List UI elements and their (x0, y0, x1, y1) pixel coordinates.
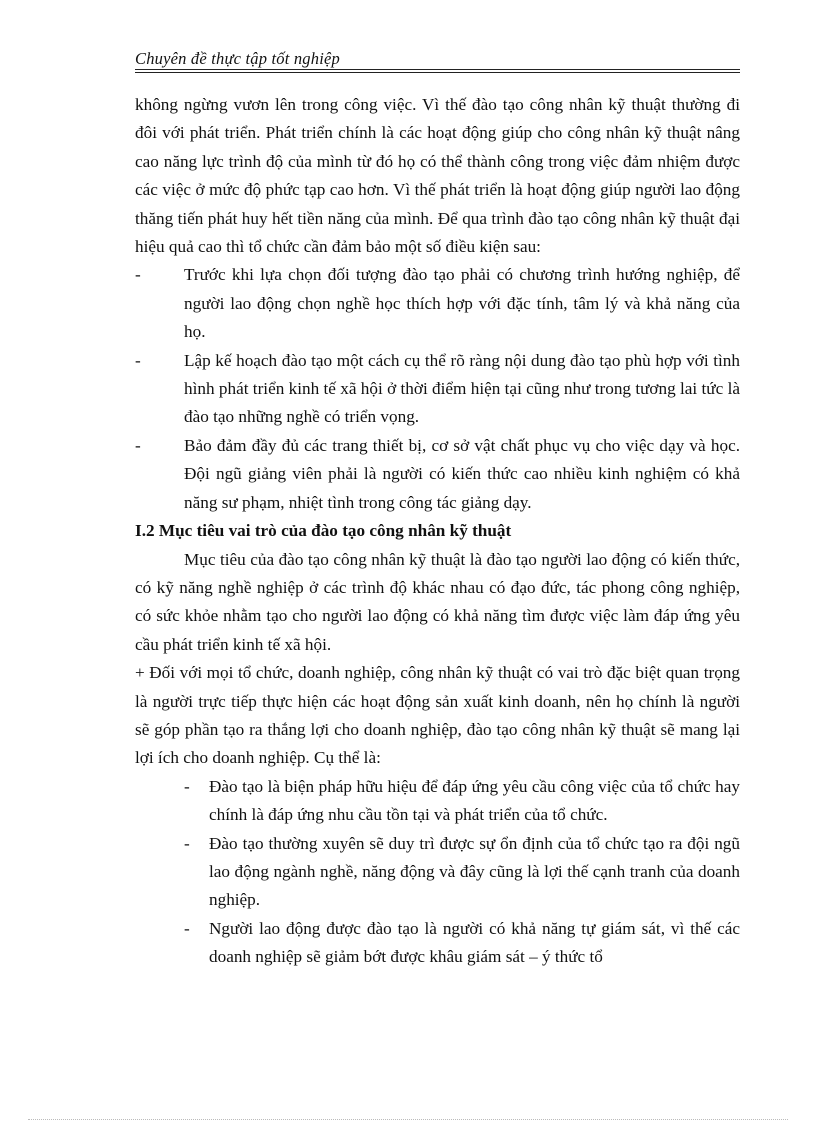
benefit-text: Người lao động được đào tạo là người có khả năng tự giám sát, vì thế các doanh nghiệp sẽ giảm bớt được khâu giám sát – ý thức tổ (209, 918, 740, 967)
intro-paragraph: không ngừng vươn lên trong công việc. Vì thế đào tạo công nhân kỹ thuật thường đi đôi với phát triển. Phát triển chính là các hoạt động giúp cho công nhân kỹ thuật nâng cao năng lực trình độ của mình từ đó họ có thể thành công trong việc đảm nhiệm được các việc ở mức độ phức tạp cao hơn. Vì thế phát triển là hoạt động giúp người lao động thăng tiến phát huy hết tiền năng của mình. Để qua trình đào tạo công nhân kỹ thuật đại hiệu quả cao thì tổ chức cần đảm bảo một số điều kiện sau: (135, 95, 740, 257)
goal-paragraph: Mục tiêu của đào tạo công nhân kỹ thuật là đào tạo người lao động có kiến thức, có kỹ năng nghề nghiệp ở các trình độ khác nhau có đạo đức, tác phong công nghiệp, có sức khỏe nhằm tạo cho người lao động có khả năng tìm được việc làm đáp ứng yêu cầu phát triển kinh tế xã hội. (135, 549, 740, 654)
dash-marker: - (184, 776, 190, 796)
dash-marker: - (184, 918, 190, 938)
running-header: Chuyên đề thực tập tốt nghiệp (135, 49, 340, 68)
condition-text: Lập kế hoạch đào tạo một cách cụ thể rõ ràng nội dung đào tạo phù hợp với tình hình phát triển kinh tế xã hội ở thời điểm hiện tại cũng như trong tương lai tức là đào tạo những nghề có triển vọng. (184, 350, 740, 427)
benefit-list (135, 773, 740, 972)
section-heading: I.2 Mục tiêu vai trò của đào tạo công nhân kỹ thuật (135, 521, 512, 541)
benefit-text: Đào tạo là biện pháp hữu hiệu để đáp ứng yêu cầu công việc của tổ chức hay chính là đáp ứng nhu cầu tồn tại và phát triển của tổ chức. (209, 776, 740, 825)
condition-item (135, 261, 740, 346)
dash-marker: - (135, 265, 141, 285)
benefit-item (184, 773, 740, 830)
header-rule (135, 69, 740, 73)
benefit-text: Đào tạo thường xuyên sẽ duy trì được sự ổn định của tổ chức tạo ra đội ngũ lao động ngành nghề, năng động và đây cũng là lợi thế cạnh tranh của doanh nghiệp. (209, 833, 740, 910)
condition-text: Trước khi lựa chọn đối tượng đào tạo phải có chương trình hướng nghiệp, để người lao động chọn nghề học thích hợp với đặc tính, tâm lý và khả năng của họ. (184, 265, 740, 342)
dash-marker: - (135, 350, 141, 370)
document-body (135, 91, 740, 972)
benefit-item (184, 915, 740, 972)
condition-text: Bảo đảm đầy đủ các trang thiết bị, cơ sở vật chất phục vụ cho việc dạy và học. Đội ngũ giảng viên phải là người có kiến thức cao nhiều kinh nghiệm có khả năng sư phạm, nhiệt tình trong công tác giảng dạy. (184, 435, 740, 512)
condition-item (135, 432, 740, 517)
condition-item (135, 347, 740, 432)
footer-dotted-rule (28, 1119, 788, 1120)
role-paragraph: + Đối với mọi tổ chức, doanh nghiệp, công nhân kỹ thuật có vai trò đặc biệt quan trọng là người trực tiếp thực hiện các hoạt động sản xuất kinh doanh, nên họ chính là người sẽ góp phần tạo ra thắng lợi cho doanh nghiệp, đào tạo công nhân kỹ thuật sẽ mang lại lợi ích cho doanh nghiệp. Cụ thể là: (135, 663, 740, 768)
benefit-item (184, 830, 740, 915)
dash-marker: - (184, 833, 190, 853)
dash-marker: - (135, 435, 141, 455)
